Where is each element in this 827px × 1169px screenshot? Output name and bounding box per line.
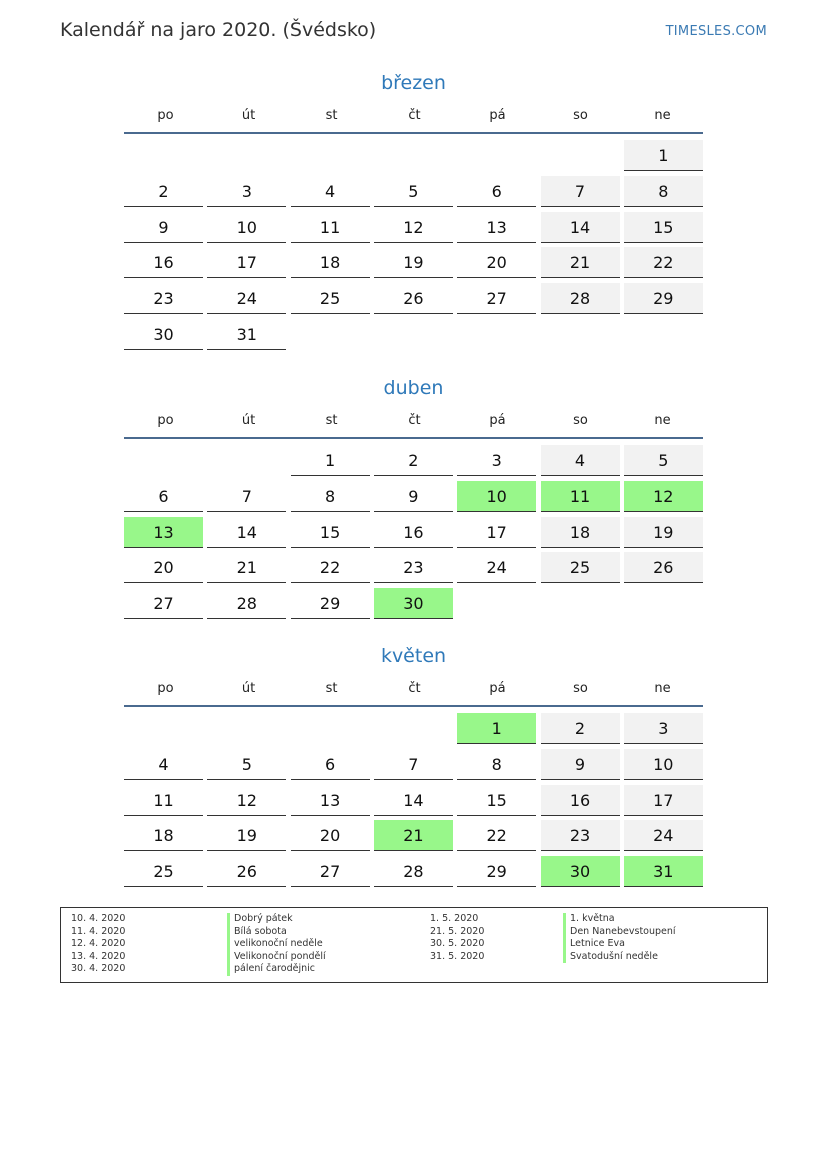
day-cell: 24 bbox=[624, 820, 703, 851]
day-cell: 19 bbox=[207, 820, 286, 851]
day-cell: 28 bbox=[374, 856, 453, 887]
day-cell: 28 bbox=[207, 588, 286, 619]
day-cell: 6 bbox=[291, 749, 370, 780]
legend-name: Den Nanebevstoupení bbox=[570, 925, 676, 937]
day-cell: 3 bbox=[457, 445, 536, 476]
weekday-label: pá bbox=[489, 681, 506, 696]
weekday-label: ne bbox=[654, 108, 671, 123]
weekday-label: út bbox=[241, 681, 256, 696]
day-cell: 23 bbox=[374, 552, 453, 583]
day-cell: 4 bbox=[291, 176, 370, 207]
legend-name: Letnice Eva bbox=[570, 938, 625, 950]
weekday-label: po bbox=[157, 108, 174, 123]
month-april bbox=[124, 375, 703, 661]
day-cell: 10 bbox=[624, 749, 703, 780]
legend-name: Bílá sobota bbox=[234, 925, 287, 937]
legend-name: velikonoční neděle bbox=[234, 938, 323, 950]
legend-left-names bbox=[227, 913, 326, 976]
day-cell: 15 bbox=[291, 517, 370, 548]
legend-name: Dobrý pátek bbox=[234, 913, 293, 924]
day-cell: 26 bbox=[374, 283, 453, 314]
day-cell: 26 bbox=[207, 856, 286, 887]
weekday-label: ne bbox=[654, 681, 671, 696]
day-cell: 17 bbox=[207, 247, 286, 278]
day-cell: 16 bbox=[124, 247, 203, 278]
day-cell: 25 bbox=[124, 856, 203, 887]
day-cell: 2 bbox=[374, 445, 453, 476]
day-cell: 5 bbox=[624, 445, 703, 476]
day-cell: 22 bbox=[291, 552, 370, 583]
legend-date: 1. 5. 2020 bbox=[430, 913, 479, 924]
weekday-label: ne bbox=[654, 413, 671, 428]
day-cell: 19 bbox=[624, 517, 703, 548]
day-cell-holiday: 30 bbox=[374, 588, 453, 619]
weekday-label: čt bbox=[408, 681, 421, 696]
day-cell: 15 bbox=[624, 212, 703, 243]
day-cell: 12 bbox=[207, 785, 286, 816]
legend-date: 31. 5. 2020 bbox=[430, 950, 485, 962]
day-cell: 23 bbox=[541, 820, 620, 851]
day-cell: 30 bbox=[124, 319, 203, 350]
day-cell: 4 bbox=[124, 749, 203, 780]
day-cell: 20 bbox=[124, 552, 203, 583]
weekday-label: st bbox=[325, 108, 338, 123]
day-cell: 16 bbox=[374, 517, 453, 548]
legend-right-dates bbox=[430, 913, 484, 963]
legend-date: 30. 4. 2020 bbox=[71, 963, 126, 975]
weekday-label: út bbox=[241, 413, 256, 428]
weekday-label: st bbox=[325, 681, 338, 696]
legend-name: Velikonoční pondělí bbox=[234, 950, 326, 962]
day-cell: 6 bbox=[124, 481, 203, 512]
day-cell: 13 bbox=[291, 785, 370, 816]
day-cell: 27 bbox=[291, 856, 370, 887]
day-cell: 15 bbox=[457, 785, 536, 816]
weekday-label: pá bbox=[489, 413, 506, 428]
day-cell: 7 bbox=[207, 481, 286, 512]
day-cell: 9 bbox=[124, 212, 203, 243]
day-cell: 8 bbox=[624, 176, 703, 207]
day-cell: 12 bbox=[374, 212, 453, 243]
day-cell: 17 bbox=[457, 517, 536, 548]
legend-date: 12. 4. 2020 bbox=[71, 938, 126, 950]
weekday-label: so bbox=[573, 681, 588, 696]
day-cell: 4 bbox=[541, 445, 620, 476]
day-cell: 25 bbox=[291, 283, 370, 314]
day-cell: 3 bbox=[624, 713, 703, 744]
weekday-header bbox=[124, 411, 703, 439]
day-cell: 6 bbox=[457, 176, 536, 207]
day-cell: 16 bbox=[541, 785, 620, 816]
day-cell: 20 bbox=[291, 820, 370, 851]
day-cell: 25 bbox=[541, 552, 620, 583]
day-cell: 18 bbox=[291, 247, 370, 278]
weekday-label: so bbox=[573, 413, 588, 428]
day-cell: 23 bbox=[124, 283, 203, 314]
month-march bbox=[124, 70, 703, 356]
day-cell: 8 bbox=[291, 481, 370, 512]
day-cell-holiday: 11 bbox=[541, 481, 620, 512]
weekday-header bbox=[124, 106, 703, 134]
day-cell: 2 bbox=[124, 176, 203, 207]
day-cell-holiday: 12 bbox=[624, 481, 703, 512]
weekday-label: st bbox=[325, 413, 338, 428]
legend-name: Svatodušní neděle bbox=[570, 950, 658, 962]
day-cell: 29 bbox=[457, 856, 536, 887]
day-cell: 21 bbox=[541, 247, 620, 278]
day-cell: 26 bbox=[624, 552, 703, 583]
month-title: březen bbox=[381, 72, 446, 94]
weekday-label: čt bbox=[408, 108, 421, 123]
day-cell: 1 bbox=[291, 445, 370, 476]
day-cell: 22 bbox=[624, 247, 703, 278]
day-cell: 11 bbox=[291, 212, 370, 243]
legend-right-names bbox=[563, 913, 676, 963]
weekday-header bbox=[124, 679, 703, 707]
legend-date: 13. 4. 2020 bbox=[71, 950, 126, 962]
day-grid bbox=[124, 140, 703, 356]
day-cell: 11 bbox=[124, 785, 203, 816]
weekday-label: po bbox=[157, 413, 174, 428]
legend-date: 21. 5. 2020 bbox=[430, 925, 485, 937]
day-cell: 10 bbox=[207, 212, 286, 243]
page-title: Kalendář na jaro 2020. (Švédsko) bbox=[60, 19, 377, 41]
day-grid bbox=[124, 445, 703, 661]
day-cell: 1 bbox=[624, 140, 703, 171]
day-cell: 9 bbox=[541, 749, 620, 780]
legend-left-dates bbox=[71, 913, 125, 976]
legend-date: 11. 4. 2020 bbox=[71, 925, 126, 937]
month-title: duben bbox=[383, 377, 444, 399]
weekday-label: po bbox=[157, 681, 174, 696]
weekday-label: čt bbox=[408, 413, 421, 428]
day-cell: 31 bbox=[207, 319, 286, 350]
day-cell: 2 bbox=[541, 713, 620, 744]
day-cell-holiday: 21 bbox=[374, 820, 453, 851]
day-cell: 24 bbox=[207, 283, 286, 314]
day-cell-holiday: 30 bbox=[541, 856, 620, 887]
month-may bbox=[124, 643, 703, 929]
day-cell: 7 bbox=[541, 176, 620, 207]
day-cell-holiday: 1 bbox=[457, 713, 536, 744]
day-cell-holiday: 13 bbox=[124, 517, 203, 548]
day-cell: 21 bbox=[207, 552, 286, 583]
day-cell: 22 bbox=[457, 820, 536, 851]
day-cell: 17 bbox=[624, 785, 703, 816]
site-link[interactable]: TIMESLES.COM bbox=[665, 24, 767, 39]
day-cell: 8 bbox=[457, 749, 536, 780]
legend-date: 10. 4. 2020 bbox=[71, 913, 126, 924]
legend-name: pálení čarodějnic bbox=[234, 963, 315, 975]
day-cell: 14 bbox=[541, 212, 620, 243]
day-cell: 13 bbox=[457, 212, 536, 243]
day-cell: 20 bbox=[457, 247, 536, 278]
day-cell: 29 bbox=[624, 283, 703, 314]
day-cell: 9 bbox=[374, 481, 453, 512]
day-cell: 27 bbox=[457, 283, 536, 314]
day-cell: 7 bbox=[374, 749, 453, 780]
day-cell-holiday: 31 bbox=[624, 856, 703, 887]
month-title: květen bbox=[380, 645, 447, 667]
day-cell: 18 bbox=[541, 517, 620, 548]
legend-name: 1. května bbox=[570, 913, 615, 924]
day-cell: 14 bbox=[374, 785, 453, 816]
day-cell: 5 bbox=[207, 749, 286, 780]
day-cell: 28 bbox=[541, 283, 620, 314]
day-cell: 18 bbox=[124, 820, 203, 851]
day-cell: 29 bbox=[291, 588, 370, 619]
day-cell-holiday: 10 bbox=[457, 481, 536, 512]
day-cell: 24 bbox=[457, 552, 536, 583]
weekday-label: pá bbox=[489, 108, 506, 123]
holiday-legend bbox=[60, 907, 768, 983]
weekday-label: út bbox=[241, 108, 256, 123]
day-cell: 19 bbox=[374, 247, 453, 278]
day-cell: 5 bbox=[374, 176, 453, 207]
day-cell: 27 bbox=[124, 588, 203, 619]
day-grid bbox=[124, 713, 703, 929]
weekday-label: so bbox=[573, 108, 588, 123]
day-cell: 3 bbox=[207, 176, 286, 207]
legend-date: 30. 5. 2020 bbox=[430, 938, 485, 950]
day-cell: 14 bbox=[207, 517, 286, 548]
